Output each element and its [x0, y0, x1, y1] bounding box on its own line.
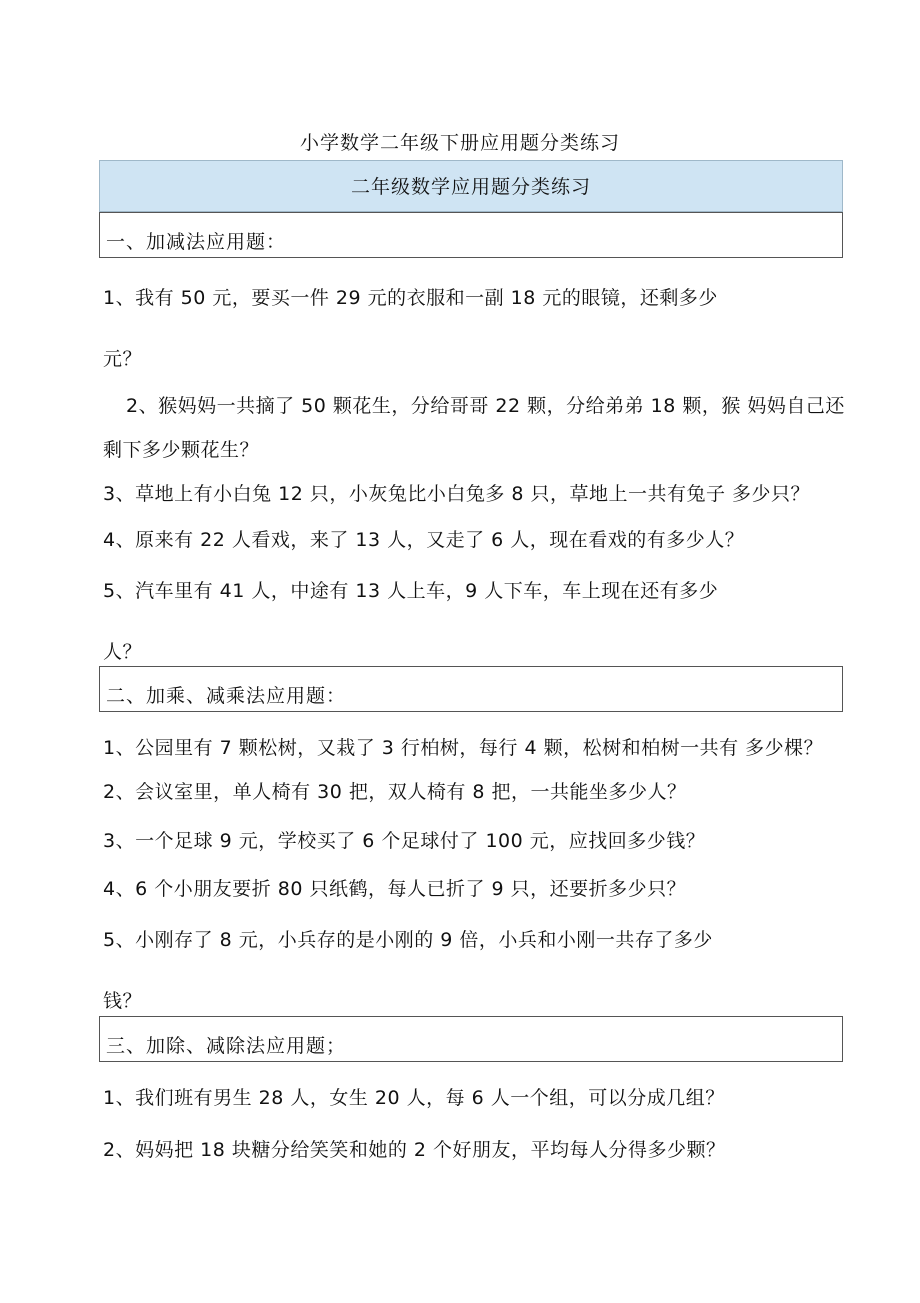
question-line: 5、汽车里有 41 人，中途有 13 人上车，9 人下车，车上现在还有多少 [103, 580, 719, 602]
question-line: 1、我们班有男生 28 人，女生 20 人，每 6 人一个组，可以分成几组？ [103, 1087, 725, 1109]
question-line: 2、妈妈把 18 块糖分给笑笑和她的 2 个好朋友，平均每人分得多少颗？ [103, 1139, 726, 1161]
question-line: 1、我有 50 元，要买一件 29 元的衣服和一副 18 元的眼镜，还剩多少 [103, 287, 718, 309]
section-heading-add-divide: 三、加除、减除法应用题； [99, 1016, 843, 1062]
question-line: 1、公园里有 7 颗松树，又栽了 3 行柏树，每行 4 颗，松树和柏树一共有 多少棵？ [103, 737, 824, 759]
question-line: 3、一个足球 9 元，学校买了 6 个足球付了 100 元，应找回多少钱？ [103, 830, 706, 852]
section-heading-addition-subtraction: 一、加减法应用题： [99, 212, 843, 258]
question-line: 4、原来有 22 人看戏，来了 13 人，又走了 6 人，现在看戏的有多少人？ [103, 529, 745, 551]
question-line: 2、会议室里，单人椅有 30 把，双人椅有 8 把，一共能坐多少人？ [103, 781, 687, 803]
question-line: 5、小刚存了 8 元，小兵存的是小刚的 9 倍，小兵和小刚一共存了多少 [103, 929, 713, 951]
question-line: 元？ [103, 348, 143, 370]
question-line: 2、猴妈妈一共摘了 50 颗花生，分给哥哥 22 颗，分给弟弟 18 颗，猴 妈妈自己还 [126, 395, 845, 417]
document-title: 小学数学二年级下册应用题分类练习 [299, 132, 620, 154]
question-line: 钱？ [103, 990, 143, 1012]
question-line: 3、草地上有小白兔 12 只，小灰兔比小白兔多 8 只，草地上一共有兔子 多少只？ [103, 483, 811, 505]
worksheet-banner: 二年级数学应用题分类练习 [99, 160, 843, 212]
question-line: 剩下多少颗花生？ [103, 439, 260, 461]
question-line: 4、6 个小朋友要折 80 只纸鹤，每人已折了 9 只，还要折多少只？ [103, 878, 687, 900]
section-heading-add-multiply: 二、加乘、减乘法应用题： [99, 666, 843, 712]
question-line: 人？ [103, 641, 143, 663]
